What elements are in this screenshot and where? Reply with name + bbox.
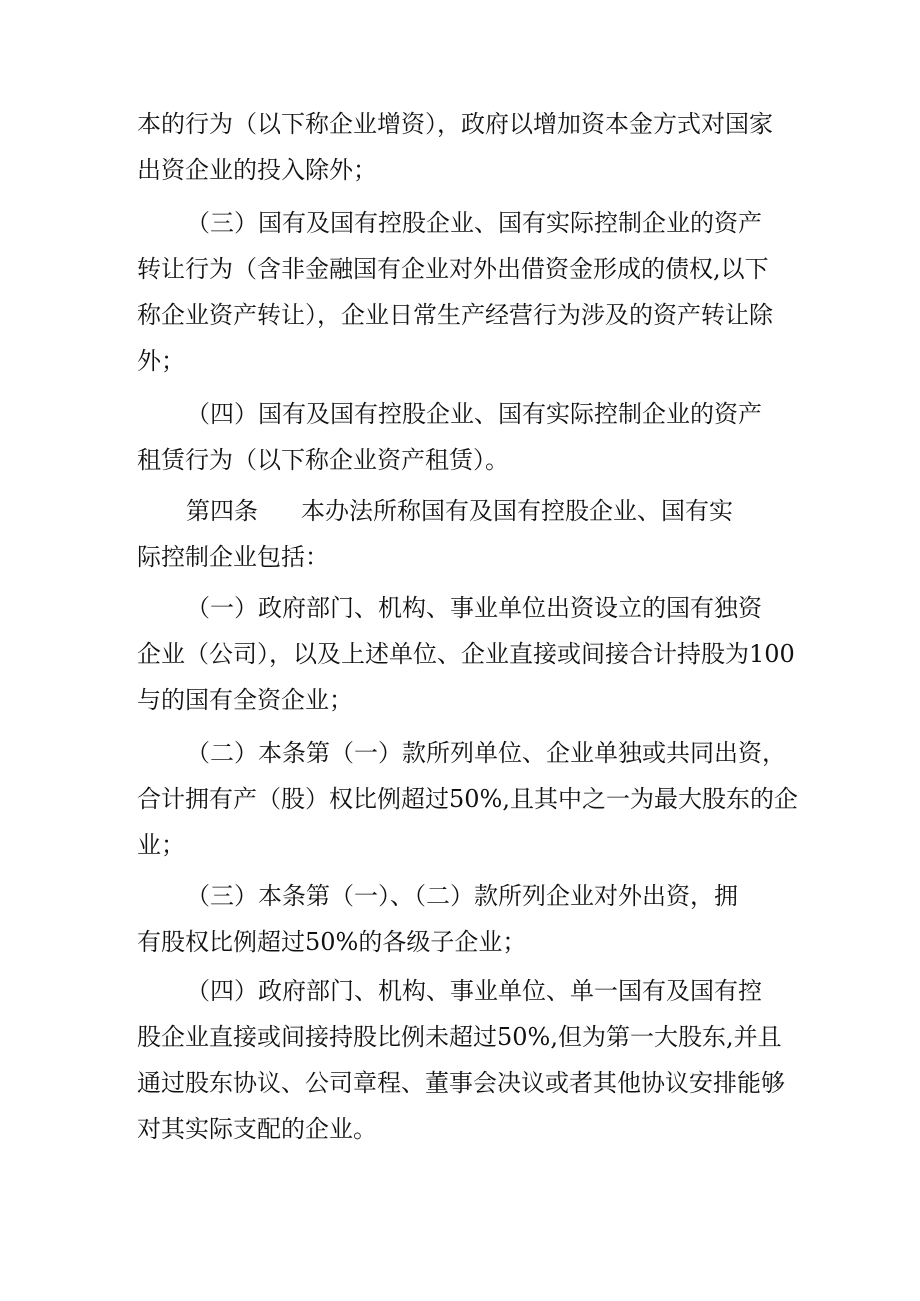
text-line: 有股权比例超过50%的各级子企业； (137, 928, 527, 956)
text-line: 业； (137, 831, 185, 859)
text-line: 合计拥有产（股）权比例超过50%,且其中之一为最大股东的企 (137, 785, 798, 813)
text-line: （四）国有及国有控股企业、国有实际控制企业的资产 (186, 400, 762, 428)
text-line: 通过股东协议、公司章程、董事会决议或者其他协议安排能够 (137, 1069, 785, 1097)
text-line: 出资企业的投入除外； (137, 156, 377, 184)
text-line: （三）本条第（一）、（二）款所列企业对外出资，拥 (186, 882, 738, 910)
text-line: 企业（公司），以及上述单位、企业直接或间接合计持股为100 (137, 640, 795, 668)
text-line: 租赁行为（以下称企业资产租赁）。 (137, 446, 509, 474)
article-number: 第四条 (186, 497, 258, 525)
text-line: （四）政府部门、机构、事业单位、单一国有及国有控 (186, 977, 762, 1005)
text-line: 对其实际支配的企业。 (137, 1115, 377, 1143)
article-text: 本办法所称国有及国有控股企业、国有实 (301, 497, 733, 525)
text-line: （三）国有及国有控股企业、国有实际控制企业的资产 (186, 209, 762, 237)
text-line: （二）本条第（一）款所列单位、企业单独或共同出资， (186, 739, 786, 767)
text-line: 转让行为（含非金融国有企业对外出借资金形成的债权,以下 (137, 255, 769, 283)
text-line: 外； (137, 347, 185, 375)
text-line: 股企业直接或间接持股比例未超过50%,但为第一大股东,并且 (137, 1023, 782, 1051)
article-heading-line (186, 495, 733, 527)
text-line: 本的行为（以下称企业增资），政府以增加资本金方式对国家 (137, 110, 773, 138)
text-line: （一）政府部门、机构、事业单位出资设立的国有独资 (186, 594, 762, 622)
text-line: 际控制企业包括： (137, 543, 329, 571)
text-line: 称企业资产转让），企业日常生产经营行为涉及的资产转让除 (137, 301, 773, 329)
text-line: 与的国有全资企业； (137, 686, 353, 714)
